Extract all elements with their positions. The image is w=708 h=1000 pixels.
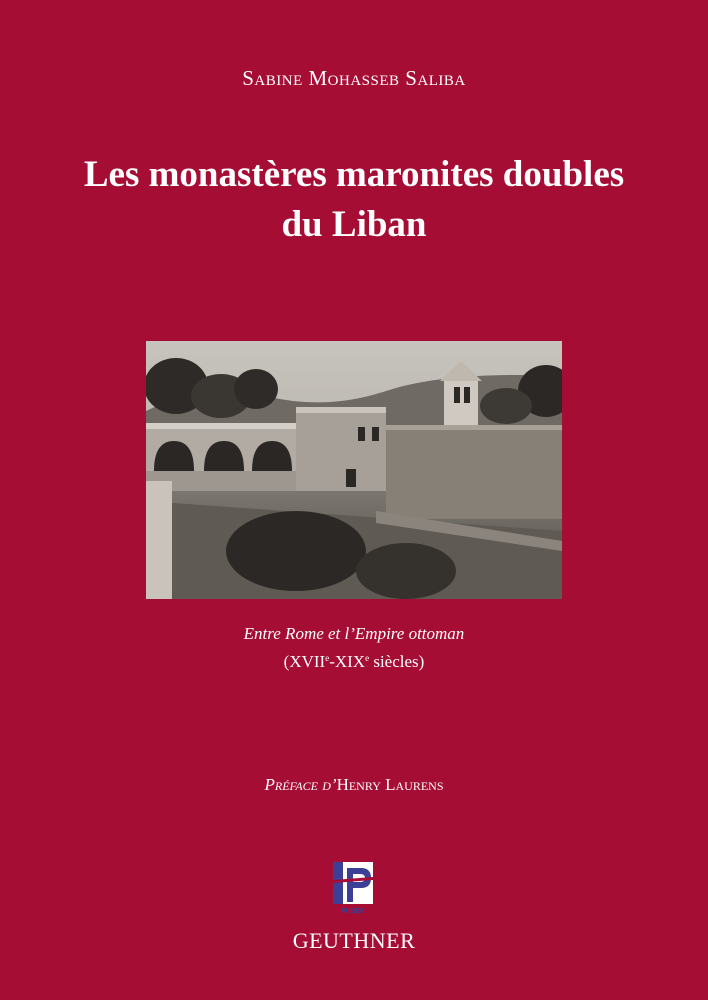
centuries-close: siècles): [369, 652, 425, 671]
book-title: [0, 150, 708, 250]
author-name: Sabine Mohasseb Saliba: [242, 66, 466, 90]
centuries: [0, 646, 708, 674]
preface-line: [0, 775, 708, 795]
title-line-2: du Liban: [281, 204, 427, 245]
centuries-sup-1: e: [325, 653, 330, 663]
publisher-name: GEUTHNER: [292, 928, 416, 953]
centuries-sup-2: e: [365, 653, 370, 663]
pusek-logo-icon: [325, 856, 381, 916]
title-line-1: Les monastères maronites doubles: [83, 154, 625, 195]
pusek-logo-drawing: [325, 856, 381, 916]
monastery-photo-drawing: [146, 341, 562, 599]
centuries-mid: -XIX: [329, 652, 366, 671]
logo-text: PUSEK: [340, 908, 366, 915]
monastery-photo: [146, 341, 562, 599]
subtitle: Entre Rome et l’Empire ottoman: [243, 624, 465, 643]
subtitle-block: [0, 622, 708, 674]
preface-author: Henry Laurens: [336, 775, 444, 794]
centuries-open: (XVII: [283, 652, 326, 671]
preface-label: Préface d’: [264, 775, 337, 794]
